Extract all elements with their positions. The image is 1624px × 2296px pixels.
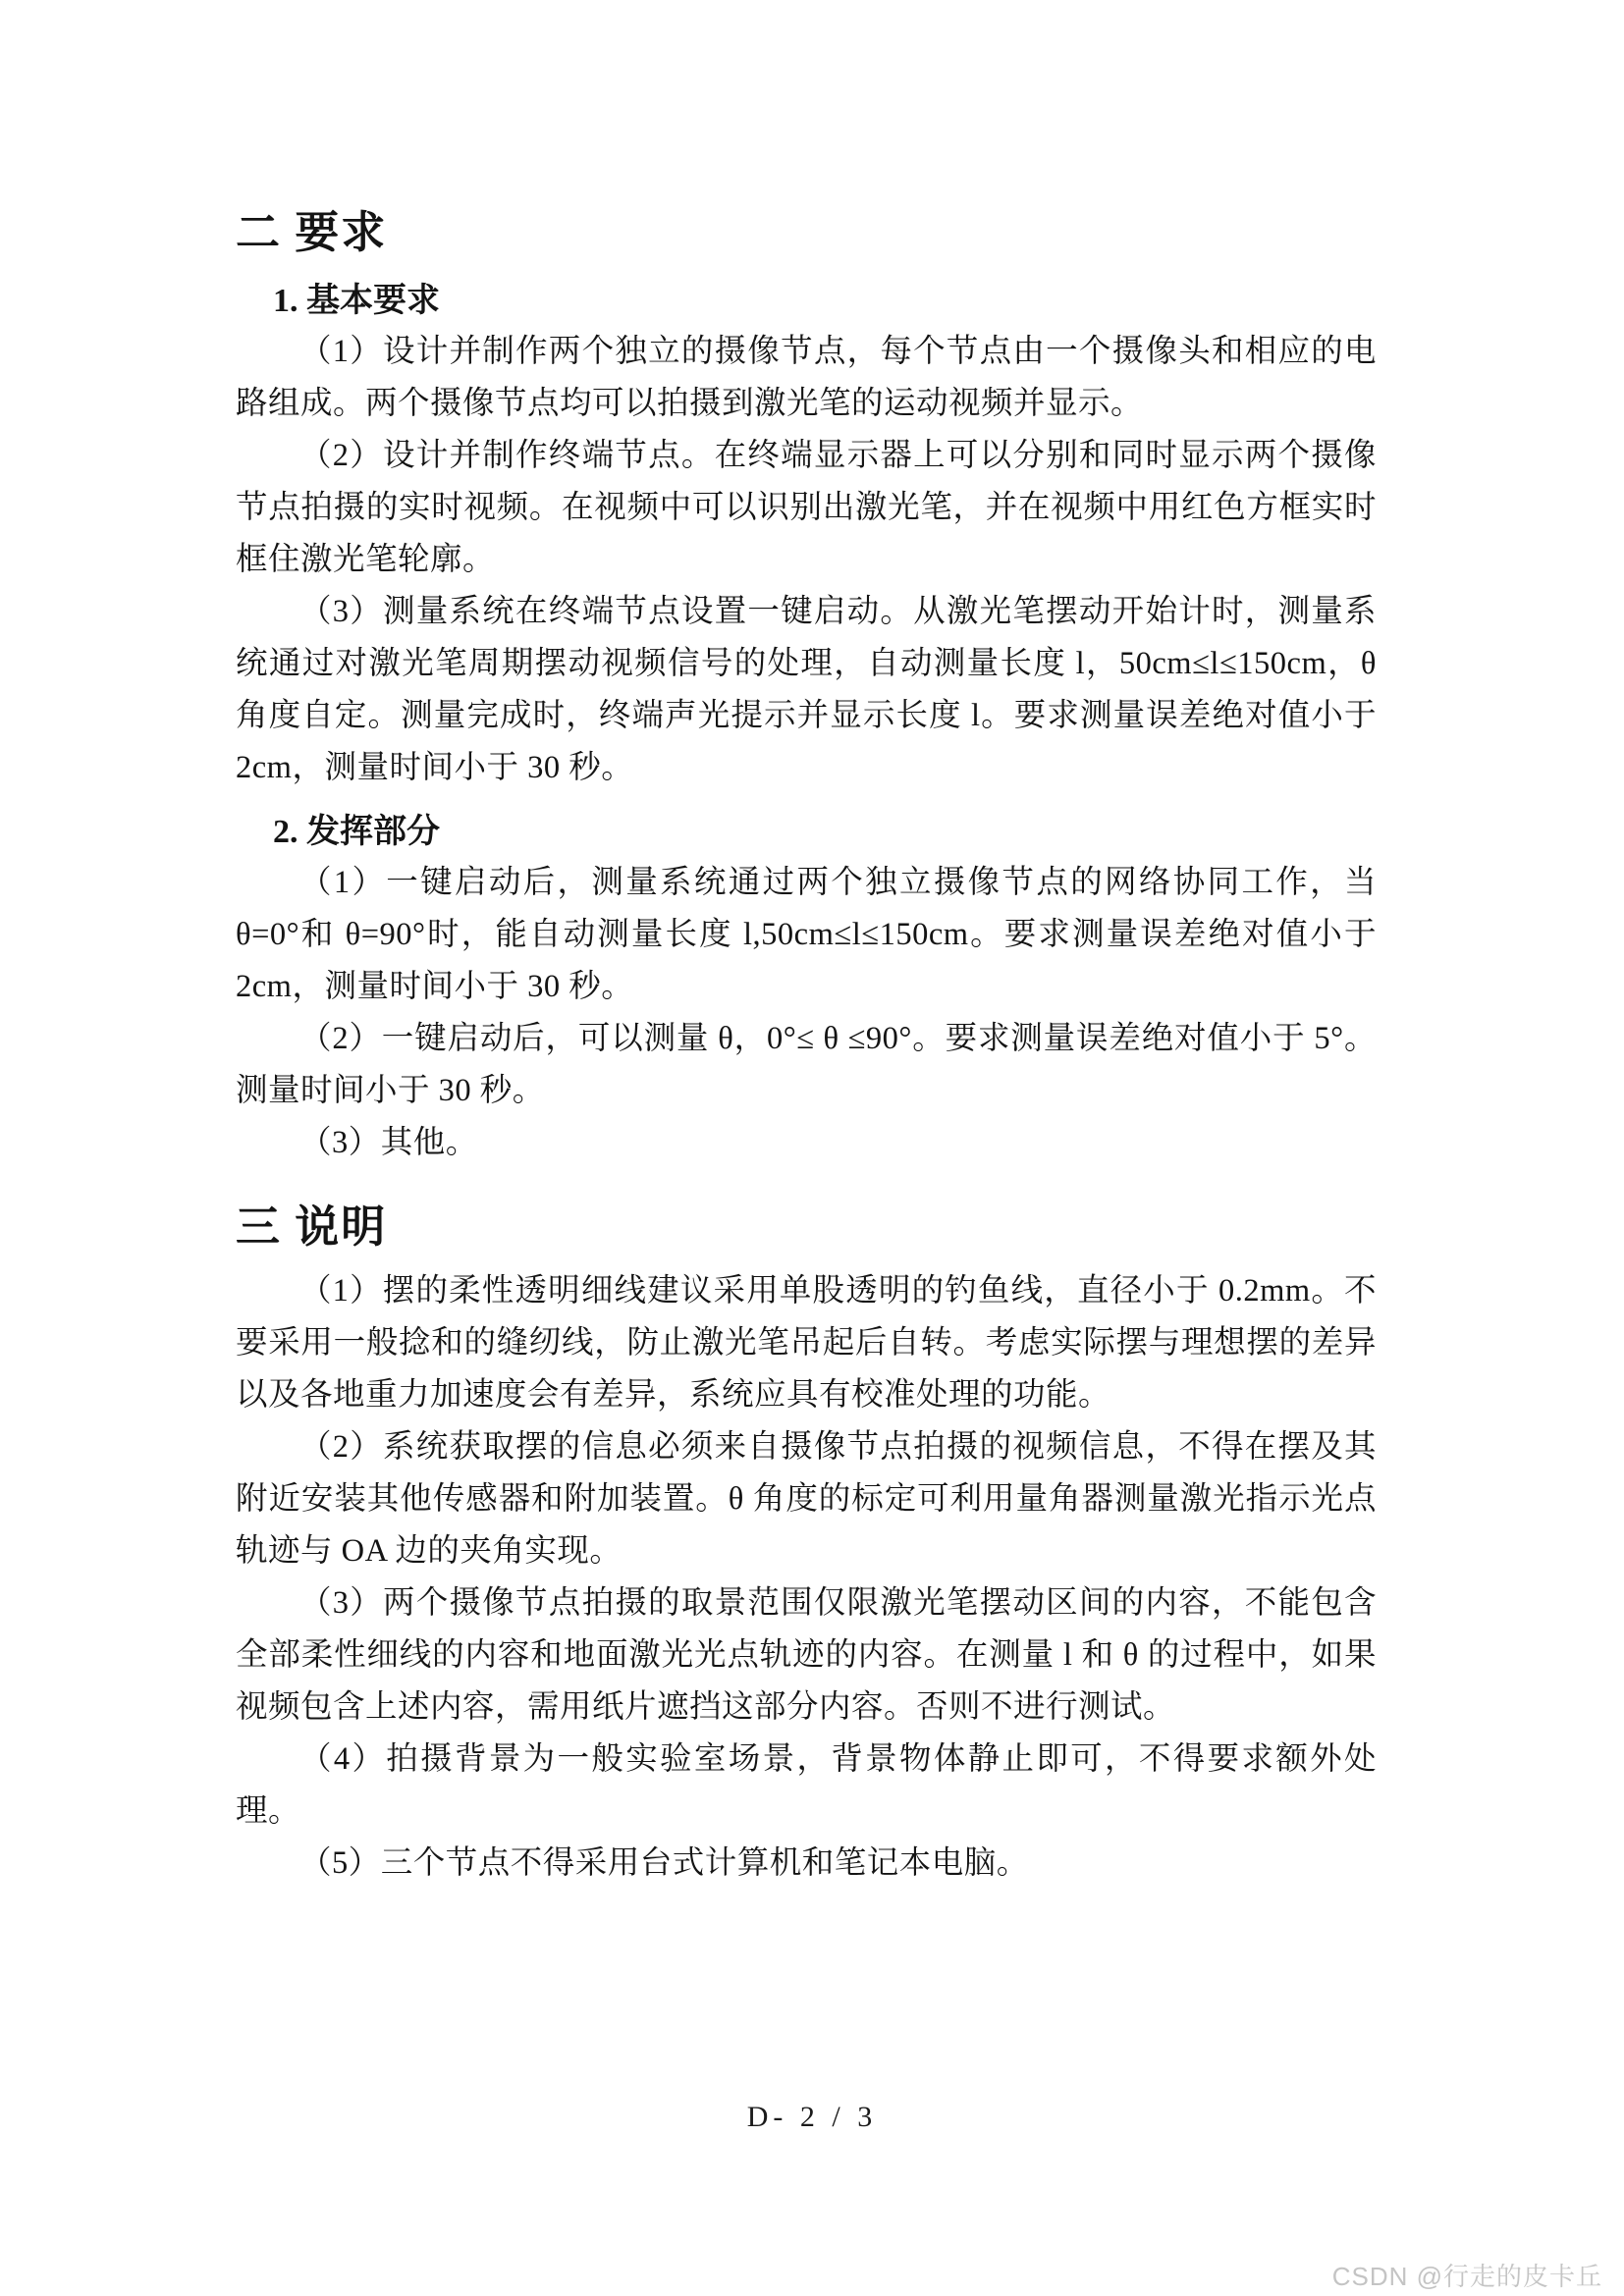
paragraph-notes-4: （4）拍摄背景为一般实验室场景，背景物体静止即可，不得要求额外处理。 <box>236 1741 1377 1829</box>
section-heading-notes: 三 说明 <box>236 1202 388 1252</box>
paragraph-advanced-2: （2）一键启动后，可以测量 θ，0°≤ θ ≤90°。要求测量误差绝对值小于 5°。测量时间小于 30 秒。 <box>236 1021 1377 1108</box>
paragraph-notes-3: （3）两个摄像节点拍摄的取景范围仅限激光笔摆动区间的内容，不能包含全部柔性细线的内容和地面激光光点轨迹的内容。在测量 l 和 θ 的过程中，如果视频包含上述内容，需用纸片遮挡这部分内容。否则不进行测试。 <box>236 1585 1377 1725</box>
paragraph-advanced-3: （3）其他。 <box>299 1125 478 1160</box>
document-page <box>236 202 1377 1890</box>
subsection-heading-advanced-part: 2. 发挥部分 <box>273 814 440 850</box>
watermark: CSDN @行走的皮卡丘 <box>1331 2262 1602 2291</box>
paragraph-basic-2: （2）设计并制作终端节点。在终端显示器上可以分别和同时显示两个摄像节点拍摄的实时视频。在视频中可以识别出激光笔，并在视频中用红色方框实时框住激光笔轮廓。 <box>236 438 1377 577</box>
paragraph-advanced-1: （1）一键启动后，测量系统通过两个独立摄像节点的网络协同工作，当 θ=0°和 θ=90°时，能自动测量长度 l,50cm≤l≤150cm。要求测量误差绝对值小于 2cm，测量时间小于 30 秒。 <box>236 865 1377 1004</box>
paragraph-notes-5: （5）三个节点不得采用台式计算机和笔记本电脑。 <box>299 1845 1029 1881</box>
subsection-heading-basic-requirements: 1. 基本要求 <box>273 283 440 319</box>
paragraph-basic-3: （3）测量系统在终端节点设置一键启动。从激光笔摆动开始计时，测量系统通过对激光笔周期摆动视频信号的处理，自动测量长度 l，50cm≤l≤150cm，θ 角度自定。测量完成时，终端声光提示并显示长度 l。要求测量误差绝对值小于 2cm，测量时间小于 30 秒。 <box>236 594 1377 785</box>
page-number: D- 2 / 3 <box>746 2101 878 2133</box>
paragraph-notes-2: （2）系统获取摆的信息必须来自摄像节点拍摄的视频信息，不得在摆及其附近安装其他传感器和附加装置。θ 角度的标定可利用量角器测量激光指示光点轨迹与 OA 边的夹角实现。 <box>236 1429 1377 1569</box>
section-heading-requirements: 二 要求 <box>236 208 388 257</box>
paragraph-basic-1: （1）设计并制作两个独立的摄像节点，每个节点由一个摄像头和相应的电路组成。两个摄像节点均可以拍摄到激光笔的运动视频并显示。 <box>236 334 1377 421</box>
paragraph-notes-1: （1）摆的柔性透明细线建议采用单股透明的钓鱼线，直径小于 0.2mm。不要采用一般捻和的缝纫线，防止激光笔吊起后自转。考虑实际摆与理想摆的差异以及各地重力加速度会有差异，系统应具有校准处理的功能。 <box>236 1273 1377 1413</box>
